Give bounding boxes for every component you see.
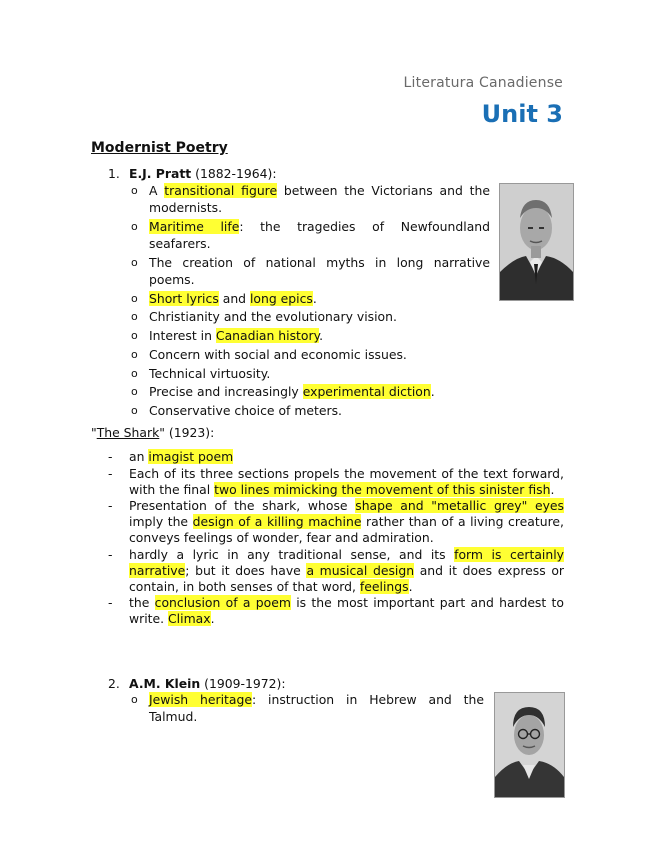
item-text: rather than of a living creature, conveys feelings of wonder, fear and admiration. bbox=[129, 514, 564, 545]
pratt-portrait-image bbox=[500, 184, 573, 300]
list-item bbox=[131, 327, 490, 344]
poem-date: " (1923): bbox=[159, 425, 215, 440]
list-number: 1. bbox=[108, 166, 120, 181]
highlighted-text: two lines mimicking the movement of this sinister fish bbox=[214, 481, 551, 497]
highlighted-text: shape and "metallic grey" eyes bbox=[355, 498, 564, 513]
list-item bbox=[131, 365, 490, 382]
list-item bbox=[108, 466, 564, 498]
author-dates: (1909-1972): bbox=[200, 676, 286, 691]
item-text: . bbox=[550, 481, 555, 497]
highlighted-text: Short lyrics bbox=[149, 290, 219, 306]
item-text: Conservative choice of meters. bbox=[149, 402, 342, 418]
klein-portrait-image bbox=[495, 693, 564, 797]
item-text: . bbox=[430, 384, 435, 400]
author-heading-klein bbox=[108, 676, 286, 691]
quote-open: " bbox=[91, 425, 97, 440]
course-title: Literatura Canadiense bbox=[403, 75, 563, 91]
list-item bbox=[131, 402, 490, 419]
poem-title: The Shark bbox=[96, 425, 160, 440]
item-text: Technical virtuosity. bbox=[149, 365, 271, 381]
highlighted-text: Maritime life bbox=[149, 218, 240, 234]
unit-heading: Unit 3 bbox=[481, 100, 563, 128]
item-text: Each of its three sections propels the movement of the text forward, with the final bbox=[129, 465, 564, 497]
list-item bbox=[131, 290, 490, 307]
highlighted-text: transitional figure bbox=[164, 183, 278, 198]
highlighted-text: conclusion of a poem bbox=[154, 595, 291, 610]
item-text: : instruction in Hebrew and the Talmud. bbox=[149, 692, 484, 725]
list-item bbox=[131, 254, 490, 288]
item-text: an bbox=[129, 449, 149, 464]
highlighted-text: Canadian history bbox=[215, 328, 320, 344]
list-item bbox=[108, 595, 564, 627]
item-text: . bbox=[319, 328, 324, 344]
section-heading: Modernist Poetry bbox=[91, 140, 228, 156]
list-item bbox=[108, 449, 564, 465]
item-text: Presentation of the shark, whose bbox=[129, 498, 356, 513]
item-text: is the most important part and hardest to write. bbox=[129, 595, 564, 626]
klein-points-list bbox=[131, 691, 484, 727]
list-item bbox=[131, 383, 490, 400]
item-text: : the tragedies of Newfoundland seafarers. bbox=[149, 218, 491, 252]
item-text: . bbox=[210, 611, 215, 626]
highlighted-text: a musical design bbox=[306, 562, 415, 578]
item-text: The creation of national myths in long narrative poems. bbox=[149, 254, 490, 288]
pratt-points-list bbox=[131, 182, 490, 421]
highlighted-text: imagist poem bbox=[148, 449, 234, 464]
item-text: . bbox=[312, 290, 317, 306]
item-text: Precise and increasingly bbox=[149, 384, 303, 400]
item-text: the bbox=[129, 595, 155, 610]
list-item bbox=[131, 691, 484, 725]
item-text: hardly a lyric in any traditional sense, and its bbox=[129, 546, 455, 562]
item-text: Concern with social and economic issues. bbox=[149, 346, 407, 362]
highlighted-text: feelings bbox=[359, 578, 409, 594]
item-text: ; but it does have bbox=[185, 562, 307, 578]
pratt-portrait bbox=[499, 183, 574, 301]
list-number: 2. bbox=[108, 676, 120, 691]
shark-notes-list bbox=[108, 449, 564, 628]
klein-portrait bbox=[494, 692, 565, 798]
author-name: E.J. Pratt bbox=[129, 166, 192, 181]
list-item bbox=[131, 308, 490, 325]
item-text: Christianity and the evolutionary vision. bbox=[149, 309, 397, 325]
highlighted-text: Jewish heritage bbox=[149, 692, 252, 707]
item-text: between the Victorians and the modernists. bbox=[149, 183, 490, 216]
item-text: and it does express or contain, in both senses of that word, bbox=[129, 562, 565, 594]
highlighted-text: form is certainly narrative bbox=[129, 546, 564, 578]
list-item bbox=[108, 498, 564, 546]
item-text: A bbox=[149, 183, 165, 198]
list-item bbox=[131, 346, 490, 363]
list-item bbox=[131, 218, 490, 252]
poem-heading bbox=[91, 425, 214, 440]
highlighted-text: design of a killing machine bbox=[192, 514, 362, 529]
item-text: Interest in bbox=[149, 328, 216, 344]
author-heading-pratt bbox=[108, 166, 277, 181]
item-text: imply the bbox=[129, 514, 193, 529]
list-item bbox=[108, 547, 564, 595]
item-text: . bbox=[408, 578, 413, 594]
item-text: and bbox=[218, 290, 250, 306]
list-item bbox=[131, 182, 490, 216]
author-name: A.M. Klein bbox=[129, 676, 201, 691]
highlighted-text: Climax bbox=[168, 611, 211, 626]
highlighted-text: long epics bbox=[249, 290, 313, 306]
author-dates: (1882-1964): bbox=[191, 166, 277, 181]
highlighted-text: experimental diction bbox=[302, 384, 431, 400]
